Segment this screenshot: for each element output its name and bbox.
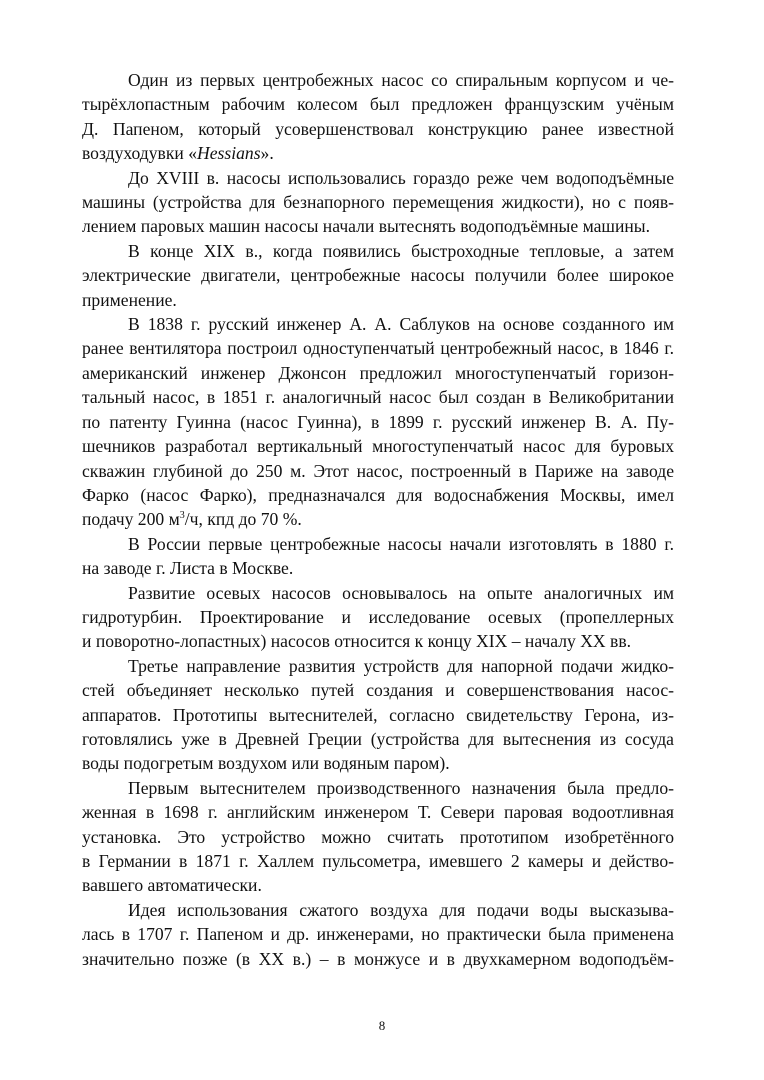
text-line: установка. Это устройство можно считать прототипом изобретённого [82, 826, 674, 847]
text-line: женная в 1698 г. английским инженером Т. Севери паровая водоотливная [82, 802, 674, 823]
text-line: Один из первых центробежных насос со спиральным корпусом и че- [128, 70, 674, 90]
paragraph-xix [82, 239, 674, 312]
text-line: лением паровых машин насосы начали вытеснять водоподъёмные машины. [82, 216, 650, 237]
text-line: Первым вытеснителем производственного назначения была предло- [128, 777, 674, 798]
text-fragment: /ч, кпд до 70 %. [184, 509, 302, 530]
paragraph-russia-1880 [82, 532, 674, 581]
text-line: машины (устройства для безнапорного перемещения жидкости), но с появ- [82, 192, 674, 213]
text-line: на заводе г. Листа в Москве. [82, 558, 294, 579]
page-number: 8 [378, 1018, 386, 1033]
paragraph-axial [82, 581, 674, 654]
text-line: вавшего автоматически. [82, 875, 262, 896]
text-line: воды подогретым воздухом или водяным паром). [82, 753, 450, 774]
text-line: значительно позже (в XX в.) – в монжусе и в двухкамерном водоподъём- [82, 948, 674, 969]
paragraph-compressed-air [82, 898, 674, 971]
paragraph-papin [82, 68, 674, 166]
text-line: и поворотно-лопастных) насосов относится к концу XIX – началу XX вв. [82, 631, 632, 652]
text-line: скважин глубиной до 250 м. Этот насос, построенный в Париже на заводе [82, 460, 674, 481]
paragraph-savery [82, 776, 674, 898]
text-line: лась в 1707 г. Папеном и др. инженерами, но практически была применена [82, 924, 674, 945]
text-line: аппаратов. Прототипы вытеснителей, согласно свидетельству Герона, из- [82, 704, 674, 725]
text-line: шечников разработал вертикальный многоступенчатый насос для буровых [82, 436, 674, 457]
text-line: В России первые центробежные насосы начали изготовлять в 1880 г. [128, 533, 674, 554]
text-line: Идея использования сжатого воздуха для подачи воды высказыва- [128, 899, 674, 920]
text-line: Д. Папеном, который усовершенствовал конструкцию ранее известной [82, 118, 674, 139]
paragraph-third-direction [82, 654, 674, 776]
text-line: американский инженер Джонсон предложил многоступенчатый горизон- [82, 362, 674, 383]
text-line: по патенту Гуинна (насос Гуинна), в 1899 г. русский инженер В. А. Пу- [82, 411, 674, 432]
text-line: гидротурбин. Проектирование и исследование осевых (пропеллерных [82, 606, 674, 627]
italic-term: Hessians [197, 143, 261, 164]
text-fragment: подачу 200 м [82, 509, 180, 530]
body-text [82, 68, 674, 971]
paragraph-1838 [82, 312, 674, 532]
text-fragment: воздуходувки « [82, 143, 197, 164]
text-line [82, 507, 674, 531]
text-line: тырёхлопастным рабочим колесом был предложен французским учёным [82, 94, 674, 115]
text-line: стей объединяет несколько путей создания и совершенствования насос- [82, 680, 674, 701]
text-line: ранее вентилятора построил одноступенчатый центробежный насос, в 1846 г. [82, 338, 674, 359]
text-line: До XVIII в. насосы использовались гораздо реже чем водоподъёмные [128, 167, 674, 188]
text-line: В 1838 г. русский инженер А. А. Саблуков на основе созданного им [128, 314, 674, 335]
text-line: в Германии в 1871 г. Халлем пульсометра, имевшего 2 камеры и действо- [82, 851, 674, 871]
text-line: В конце XIX в., когда появились быстроходные тепловые, а затем [128, 240, 674, 261]
text-line: Третье направление развития устройств для напорной подачи жидко- [128, 655, 674, 676]
text-line: готовлялись уже в Древней Греции (устройства для вытеснения из сосуда [82, 728, 674, 749]
text-line: применение. [82, 289, 177, 310]
text-line: тальный насос, в 1851 г. аналогичный насос был создан в Великобритании [82, 387, 674, 408]
text-line: Развитие осевых насосов основывалось на опыте аналогичных им [128, 582, 674, 603]
text-line [82, 141, 674, 165]
text-line: электрические двигатели, центробежные насосы получили более широкое [82, 265, 674, 286]
paragraph-xviii [82, 166, 674, 239]
superscript: 3 [179, 510, 185, 522]
text-fragment: ». [260, 143, 274, 164]
text-line: Фарко (насос Фарко), предназначался для водоснабжения Москвы, имел [82, 484, 674, 505]
